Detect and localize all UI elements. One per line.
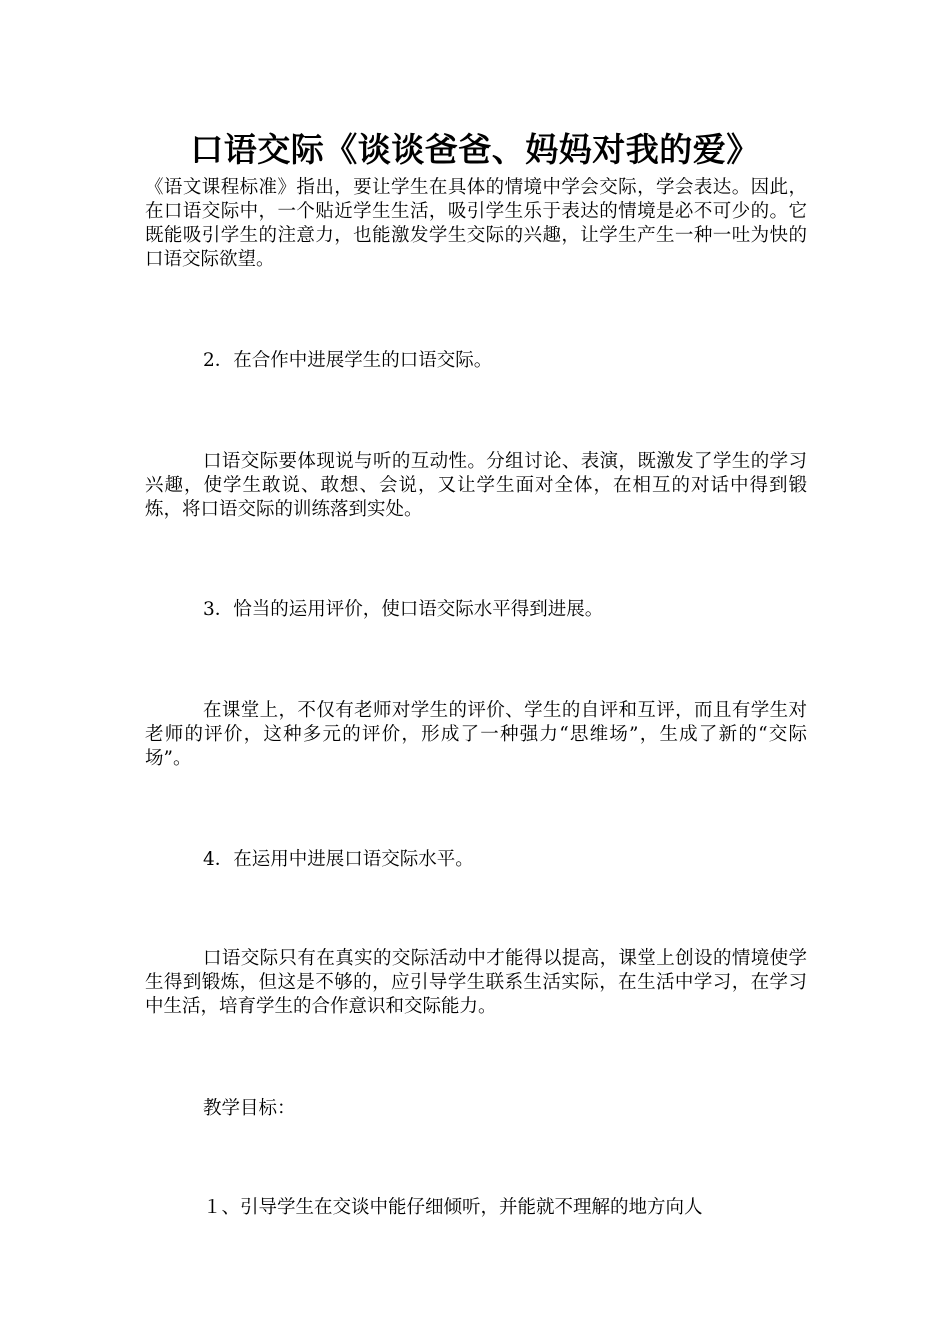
paragraph-interaction: 口语交际要体现说与听的互动性。分组讨论、表演，既激发了学生的学习兴趣，使学生敢说、敢想、会说，又让学生面对全体，在相互的对话中得到锻炼，将口语交际的训练落到实处。 [145, 451, 807, 520]
section-heading-3: 3．恰当的运用评价，使口语交际水平得到进展。 [203, 599, 604, 620]
teaching-goal-item-1: １、引导学生在交谈中能仔细倾听，并能就不理解的地方向人 [203, 1197, 703, 1218]
paragraph-evaluation: 在课堂上，不仅有老师对学生的评价、学生的自评和互评，而且有学生对老师的评价，这种多元的评价，形成了一种强力“思维场”，生成了新的“交际场”。 [145, 700, 807, 769]
section-heading-2: 2．在合作中进展学生的口语交际。 [203, 350, 493, 371]
document-title: 口语交际《谈谈爸爸、妈妈对我的爱》 [190, 130, 760, 169]
paragraph-intro: 《语文课程标准》指出，要让学生在具体的情境中学会交际，学会表达。因此，在口语交际中，一个贴近学生生活，吸引学生乐于表达的情境是必不可少的。它既能吸引学生的注意力，也能激发学生交际的兴趣，让学生产生一种一吐为快的口语交际欲望。 [145, 177, 807, 270]
paragraph-practice: 口语交际只有在真实的交际活动中才能得以提高，课堂上创设的情境使学生得到锻炼，但这是不够的，应引导学生联系生活实际，在生活中学习，在学习中生活，培育学生的合作意识和交际能力。 [145, 948, 807, 1017]
teaching-goals-heading: 教学目标： [203, 1098, 296, 1119]
section-heading-4: 4．在运用中进展口语交际水平。 [203, 849, 474, 870]
